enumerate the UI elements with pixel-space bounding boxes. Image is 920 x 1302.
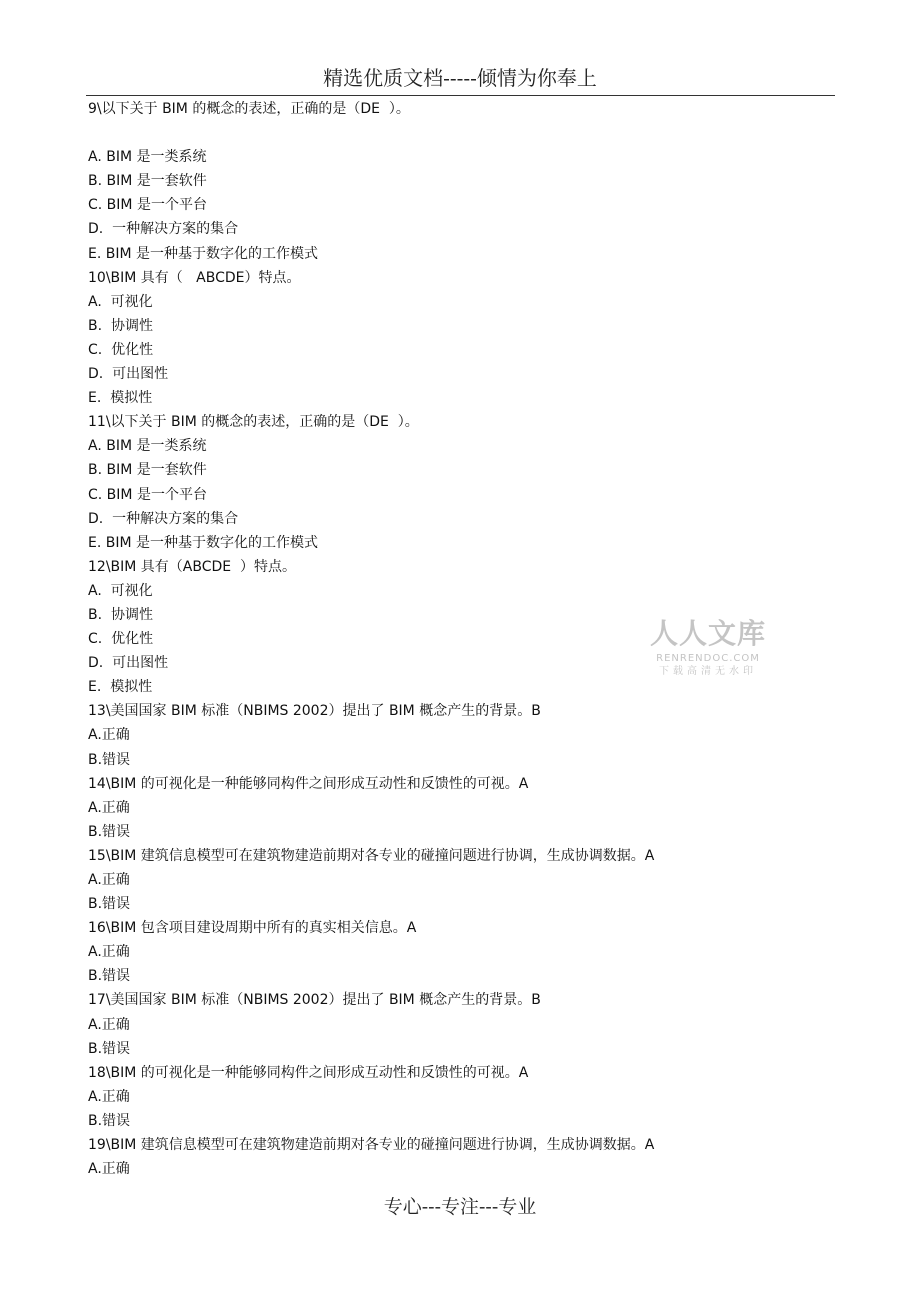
text-line: E. BIM 是一种基于数字化的工作模式	[88, 534, 319, 551]
text-line: C. 优化性	[88, 341, 154, 358]
text-line: 13\美国国家 BIM 标准（NBIMS 2002）提出了 BIM 概念产生的背景。B	[88, 703, 541, 720]
text-line: 15\BIM 建筑信息模型可在建筑物建造前期对各专业的碰撞问题进行协调，生成协调数据。A	[88, 847, 655, 864]
text-line: D. 一种解决方案的集合	[88, 510, 239, 527]
text-line: 17\美国国家 BIM 标准（NBIMS 2002）提出了 BIM 概念产生的背景。B	[88, 992, 541, 1009]
watermark-logo	[640, 616, 776, 679]
text-line: B.错误	[88, 1112, 131, 1129]
text-line: C. BIM 是一个平台	[88, 197, 207, 214]
blank-line	[88, 121, 848, 145]
header-divider	[86, 95, 835, 96]
text-line: A.正确	[88, 872, 130, 888]
text-line: 11\以下关于 BIM 的概念的表述，正确的是（DE ）。	[88, 414, 419, 431]
text-line: 10\BIM 具有（ ABCDE）特点。	[88, 269, 301, 286]
text-line: 12\BIM 具有（ABCDE ）特点。	[88, 558, 297, 575]
text-line: B. BIM 是一套软件	[88, 462, 207, 479]
text-line: 9\以下关于 BIM 的概念的表述，正确的是（DE ）。	[88, 101, 410, 117]
text-line: A.正确	[88, 799, 130, 816]
text-line: B.错误	[88, 896, 131, 913]
watermark-slogan: 下载高清无水印	[659, 666, 757, 677]
text-line: 19\BIM 建筑信息模型可在建筑物建造前期对各专业的碰撞问题进行协调，生成协调数据。A	[88, 1137, 655, 1154]
text-line: D. 一种解决方案的集合	[88, 221, 239, 238]
text-line: A. 可视化	[88, 582, 153, 599]
text-line: A.正确	[88, 727, 130, 744]
text-line: D. 可出图性	[88, 366, 169, 383]
text-line: 14\BIM 的可视化是一种能够同构件之间形成互动性和反馈性的可视。A	[88, 775, 529, 792]
text-line: E. 模拟性	[88, 679, 153, 696]
text-line: B.错误	[88, 751, 131, 768]
page-footer: 专心---专注---专业	[383, 1196, 537, 1218]
text-line: C. BIM 是一个平台	[88, 486, 207, 503]
text-line: A.正确	[88, 944, 130, 961]
page-header-title: 精选优质文档-----倾情为你奉上	[323, 66, 597, 90]
text-line: B. BIM 是一套软件	[88, 173, 207, 190]
text-line: B. 协调性	[88, 606, 153, 623]
text-line: E. BIM 是一种基于数字化的工作模式	[88, 245, 319, 262]
text-line: B.错误	[88, 968, 131, 985]
text-line: A. BIM 是一类系统	[88, 438, 207, 455]
watermark-title: 人人文库	[649, 617, 766, 650]
text-line: B. 协调性	[88, 317, 153, 334]
text-line: B.错误	[88, 823, 131, 840]
text-line: 16\BIM 包含项目建设周期中所有的真实相关信息。A	[88, 920, 417, 937]
text-line: E. 模拟性	[88, 390, 153, 407]
text-line: A.正确	[88, 1016, 130, 1033]
text-line: A. BIM 是一类系统	[88, 149, 207, 166]
text-line: A.正确	[88, 1088, 130, 1105]
text-line: A.正确	[88, 1161, 130, 1178]
text-line: D. 可出图性	[88, 655, 169, 672]
text-line: C. 优化性	[88, 631, 154, 648]
watermark-url: RENRENDOC.COM	[656, 653, 760, 664]
text-line: 18\BIM 的可视化是一种能够同构件之间形成互动性和反馈性的可视。A	[88, 1064, 529, 1081]
text-line: A. 可视化	[88, 293, 153, 310]
text-line: B.错误	[88, 1040, 131, 1057]
